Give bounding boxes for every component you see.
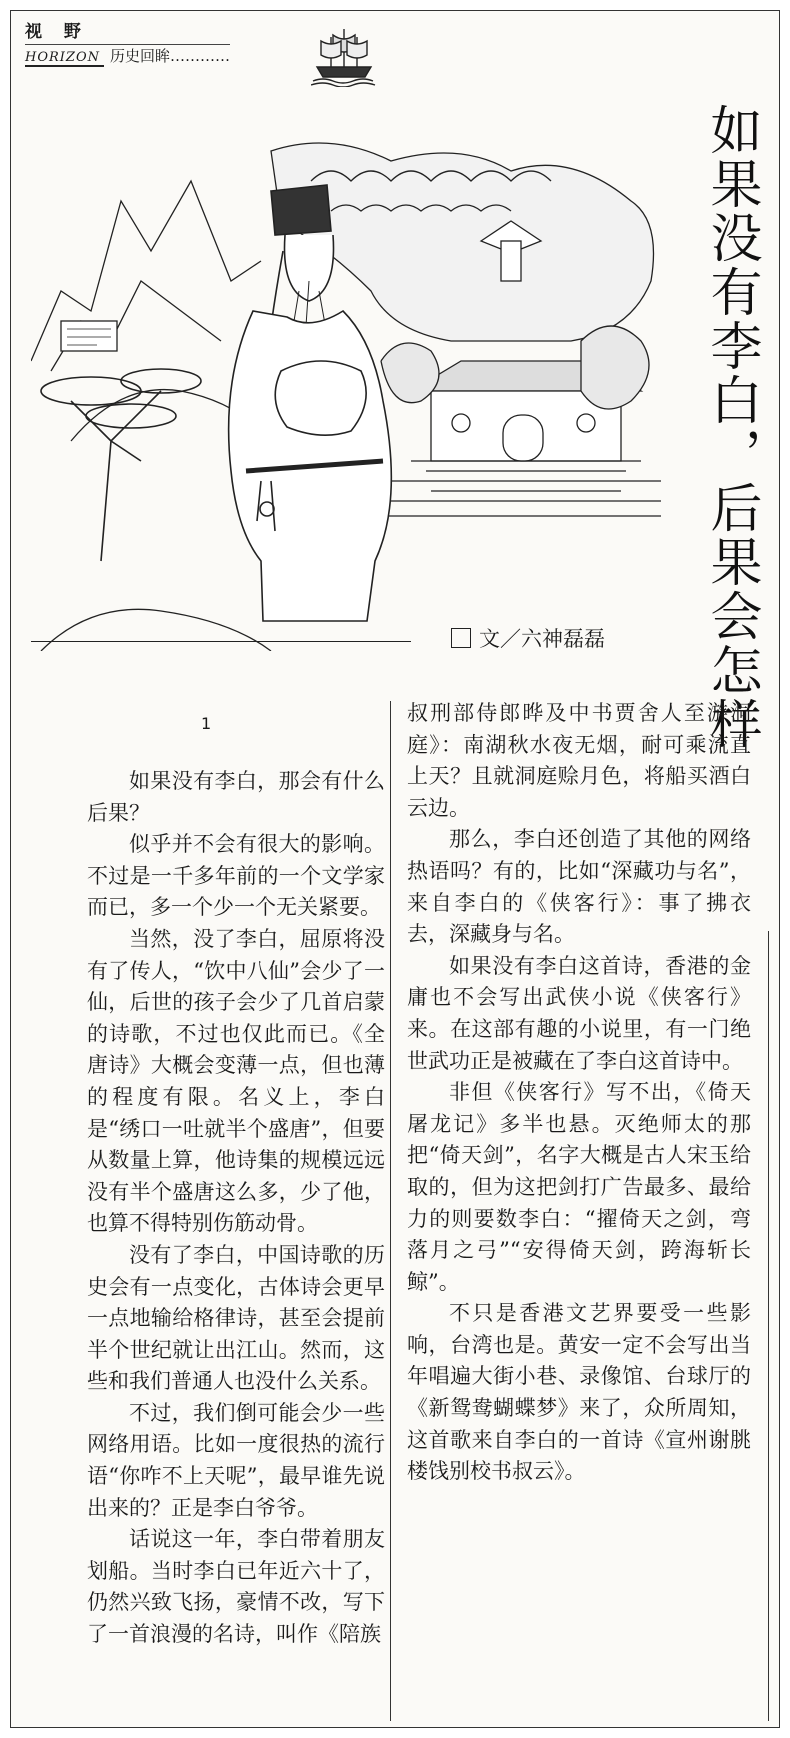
paragraph: 不只是香港文艺界要受一些影响，台湾也是。黄安一定不会写出当年唱遍大街小巷、录像馆、台球厅的《新鸳鸯蝴蝶梦》来了，众所周知，这首歌来自李白的一首诗《宣州谢朓楼饯别校书叔云》。 bbox=[407, 1301, 751, 1484]
sailing-ship-icon bbox=[311, 23, 377, 87]
article-title: 如果没有李白，后果会怎样 bbox=[701, 103, 761, 751]
byline-box-icon bbox=[451, 628, 471, 648]
right-edge-rule bbox=[768, 931, 769, 1721]
byline bbox=[451, 623, 605, 653]
li-bai-illustration bbox=[31, 141, 661, 651]
paragraph: 话说这一年，李白带着朋友划船。当时李白已年近六十了，仍然兴致飞扬，豪情不改，写下了一首浪漫的名诗，叫作《陪族 bbox=[87, 1527, 385, 1647]
byline-text: 文／六神磊磊 bbox=[479, 627, 605, 651]
paragraph: 如果没有李白，那会有什么后果？ bbox=[87, 769, 385, 825]
header-column-name: 视 野 bbox=[25, 22, 89, 42]
paragraph: 那么，李白还创造了其他的网络热语吗？有的，比如“深藏功与名”，来自李白的《侠客行》：事了拂衣去，深藏身与名。 bbox=[407, 827, 751, 947]
page-frame bbox=[10, 10, 780, 1728]
paragraph-continued: 叔刑部侍郎晔及中书贾舍人至游洞庭》：南湖秋水夜无烟，耐可乘流直上天？且就洞庭赊月色，将船买酒白云边。 bbox=[407, 701, 751, 820]
paragraph: 没有了李白，中国诗歌的历史会有一点变化，古体诗会更早一点地输给格律诗，甚至会提前半个世纪就让出江山。然而，这些和我们普通人也没什么关系。 bbox=[87, 1242, 385, 1394]
section-number: 1 bbox=[201, 714, 212, 733]
byline-divider bbox=[31, 641, 411, 642]
paragraph: 如果没有李白这首诗，香港的金庸也不会写出武侠小说《侠客行》来。在这部有趣的小说里，有一门绝世武功正是被藏在了李白这首诗中。 bbox=[407, 953, 751, 1073]
left-column bbox=[87, 766, 385, 1651]
header-section: 历史回眸………… bbox=[109, 47, 230, 65]
paragraph: 似乎并不会有很大的影响。不过是一千多年前的一个文学家而已，多一个少一个无关紧要。 bbox=[87, 832, 385, 920]
right-column bbox=[407, 698, 751, 1488]
column-divider bbox=[390, 701, 391, 1721]
header-column-en: HORIZON bbox=[25, 50, 104, 67]
magazine-header bbox=[25, 17, 230, 67]
paragraph: 当然，没了李白，屈原将没有了传人，“饮中八仙”会少了一仙，后世的孩子会少了几首启蒙的诗歌，不过也仅此而已。《全唐诗》大概会变薄一点，但也薄的程度有限。名义上，李白是“绣口一吐就半个盛唐”，但要从数量上算，他诗集的规模远远没有半个盛唐这么多，少了他，也算不得特别伤筋动骨。 bbox=[87, 926, 385, 1236]
paragraph: 不过，我们倒可能会少一些网络用语。比如一度很热的流行语“你咋不上天呢”，最早谁先说出来的？正是李白爷爷。 bbox=[87, 1400, 385, 1520]
paragraph: 非但《侠客行》写不出，《倚天屠龙记》多半也悬。灭绝师太的那把“倚天剑”，名字大概是古人宋玉给取的，但为这把剑打广告最多、最给力的则要数李白：“擢倚天之剑，弯落月之弓”“安得倚天剑，跨海斩长鲸”。 bbox=[407, 1080, 751, 1294]
